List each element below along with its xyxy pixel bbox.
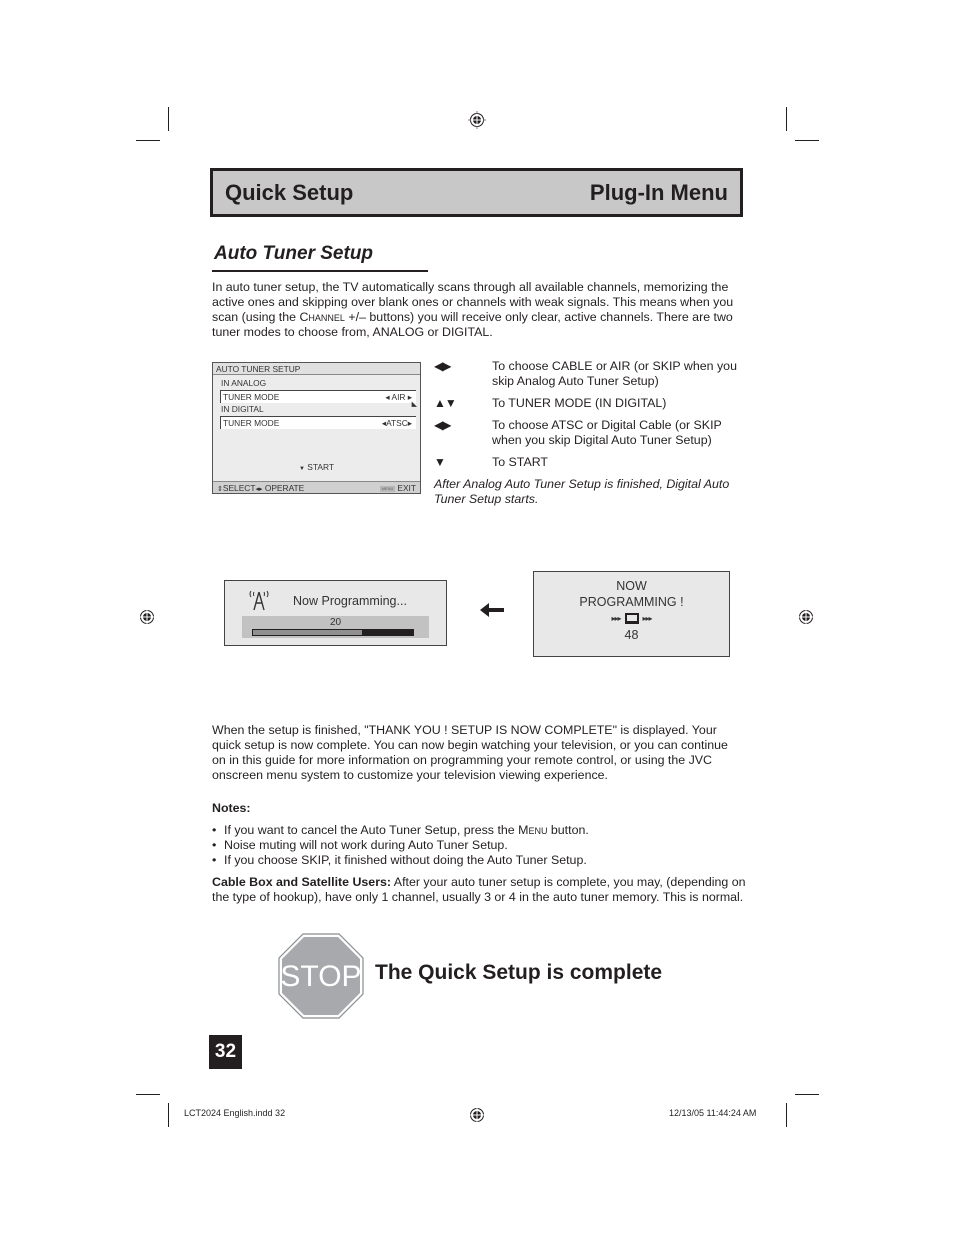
down-triangle-icon: ▼ — [299, 466, 305, 472]
left-right-arrows-icon: ◀▶ — [434, 418, 451, 432]
osd-title: AUTO TUNER SETUP — [213, 363, 420, 375]
crop-mark — [786, 107, 787, 131]
osd-row-tuner-mode-digital: TUNER MODE ◂ATSC▸ — [220, 416, 416, 429]
progress-bar — [252, 629, 414, 636]
cable-box-label: Cable Box and Satellite Users: — [212, 875, 392, 889]
programming-line: PROGRAMMING ! — [579, 595, 684, 609]
channel-number: 48 — [624, 628, 639, 642]
key-instructions — [434, 359, 744, 507]
osd-auto-tuner-menu — [212, 362, 421, 494]
crop-mark — [168, 107, 169, 131]
note-item: • If you want to cancel the Auto Tuner Setup, press the Menu button. — [212, 823, 589, 838]
down-arrow-icon: ▼ — [434, 455, 445, 469]
crop-mark — [136, 1094, 160, 1095]
footer-timestamp: 12/13/05 11:44:24 AM — [669, 1108, 757, 1118]
left-right-arrows-icon: ◀▶ — [434, 359, 451, 373]
notes-list — [212, 823, 589, 868]
stop-sign-icon — [278, 933, 364, 1019]
page-number: 32 — [209, 1035, 242, 1069]
crop-mark — [786, 1103, 787, 1127]
osd-row-tuner-mode-analog: TUNER MODE ◂ AIR ▸ — [220, 390, 416, 403]
antenna-icon — [245, 589, 273, 611]
notes-title: Notes: — [212, 801, 251, 815]
key-row: ◀▶ To choose ATSC or Digital Cable (or SKIP when you skip Digital Auto Tuner Setup) — [434, 418, 722, 447]
arrow-left-icon — [480, 600, 506, 620]
registration-mark-icon — [797, 608, 815, 626]
footer-file: LCT2024 English.indd 32 — [184, 1108, 286, 1118]
cable-box-paragraph: Cable Box and Satellite Users: After your auto tuner setup is complete, you may, (depending on the type of hookup), have only 1 channel, usually 3 or 4 in the auto tuner memory. This is normal. — [212, 875, 746, 904]
crop-mark — [136, 140, 160, 141]
intro-paragraph: In auto tuner setup, the TV automatically scans through all available channels, memorizing the active ones and skipping over blank ones or channels with weak signals. This means when you scan (using the Channel +/– buttons) you will receive only clear, active channels. There are two tuner modes to choose from, ANALOG or DIGITAL. — [212, 280, 734, 339]
up-down-arrows-icon: ▲▼ — [434, 396, 456, 410]
cursor-icon: ◣ — [411, 401, 417, 408]
arrows-right-icon: ▸▸▸ — [611, 613, 621, 623]
svg-text:STOP: STOP — [280, 960, 362, 993]
osd-row-in-analog: IN ANALOG — [221, 378, 267, 388]
note-item: • If you choose SKIP, it finished without doing the Auto Tuner Setup. — [212, 853, 589, 868]
left-right-icon: ◂▸ — [255, 486, 263, 493]
page-header-bar — [210, 168, 743, 217]
now-line: NOW — [616, 579, 647, 593]
osd-tuner-value: AIR — [391, 392, 406, 402]
header-title-left: Quick Setup — [225, 179, 354, 205]
channel-number: 20 — [329, 617, 342, 628]
registration-mark-icon — [138, 608, 156, 626]
osd-footer: ⇕SELECT◂▸ OPERATE MENU EXIT — [213, 481, 420, 493]
section-title: Auto Tuner Setup — [214, 243, 374, 264]
key-note: After Analog Auto Tuner Setup is finished, Digital Auto Tuner Setup starts. — [434, 477, 730, 506]
progress-bar-fill — [253, 630, 362, 635]
arrows-right-icon: ▸▸▸ — [642, 613, 652, 623]
up-down-icon: ⇕ — [217, 486, 223, 493]
key-row: ▼ To START — [434, 455, 548, 469]
osd-tuner-value: ATSC — [386, 418, 408, 428]
now-programming-digital-screen — [224, 580, 447, 646]
osd-row-in-digital: IN DIGITAL — [221, 404, 264, 414]
osd-body — [213, 375, 420, 482]
osd-start: ▼ START — [299, 462, 334, 472]
progress-area — [242, 616, 429, 638]
key-row: ▲▼ To TUNER MODE (IN DIGITAL) — [434, 396, 667, 410]
crop-mark — [795, 140, 819, 141]
complete-title: The Quick Setup is complete — [375, 961, 663, 984]
key-row: ◀▶ To choose CABLE or AIR (or SKIP when you skip Analog Auto Tuner Setup) — [434, 359, 737, 388]
now-programming-label: Now Programming... — [293, 594, 407, 608]
section-underline — [212, 270, 428, 272]
header-title-right: Plug-In Menu — [589, 179, 728, 205]
registration-mark-icon — [468, 1106, 486, 1124]
note-item: • Noise muting will not work during Auto Tuner Setup. — [212, 838, 589, 853]
tv-icon — [625, 613, 639, 624]
crop-mark — [168, 1103, 169, 1127]
crop-mark — [795, 1094, 819, 1095]
menu-chip-icon: MENU — [381, 485, 394, 491]
registration-mark-icon — [468, 111, 486, 129]
completion-paragraph: When the setup is finished, "THANK YOU ! SETUP IS NOW COMPLETE" is displayed. Your quick setup is now complete. You can now begin watching your television, or you can continue on in this guide for more information on programming your remote control, or using the JVC onscreen menu system to customize your television viewing experience. — [212, 723, 728, 782]
now-programming-analog-screen — [533, 571, 730, 657]
